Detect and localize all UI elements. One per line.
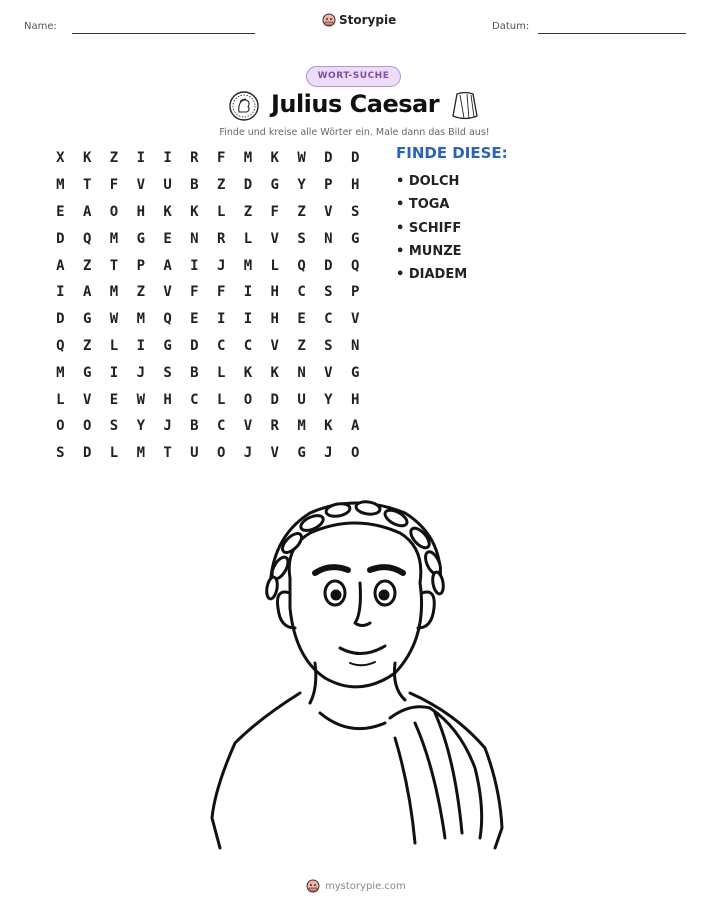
grid-letter[interactable]: E <box>163 230 172 247</box>
grid-letter[interactable]: O <box>216 445 226 462</box>
grid-letter[interactable]: R <box>270 418 279 435</box>
grid-letter[interactable]: B <box>190 364 199 381</box>
grid-letter[interactable]: G <box>297 445 306 462</box>
grid-letter[interactable]: P <box>350 284 360 301</box>
grid-letter[interactable]: H <box>163 391 172 408</box>
grid-letter[interactable]: I <box>136 337 145 354</box>
grid-letter[interactable]: O <box>350 445 360 462</box>
grid-letter[interactable]: N <box>190 230 199 247</box>
storypie-icon <box>306 879 320 893</box>
grid-letter[interactable]: S <box>163 364 172 381</box>
grid-row <box>47 199 369 226</box>
grid-row <box>47 172 369 199</box>
grid-letter[interactable]: A <box>56 257 65 274</box>
grid-letter[interactable]: J <box>136 364 145 381</box>
grid-letter[interactable]: Z <box>82 337 92 354</box>
grid-letter[interactable]: G <box>350 230 360 247</box>
grid-letter[interactable]: R <box>190 150 199 167</box>
grid-letter[interactable]: L <box>270 257 279 274</box>
grid-row <box>47 279 369 306</box>
grid-letter[interactable]: S <box>56 445 65 462</box>
grid-letter[interactable]: C <box>216 418 226 435</box>
grid-letter[interactable]: Z <box>109 150 119 167</box>
grid-letter[interactable]: K <box>324 418 333 435</box>
page-title: Julius Caesar <box>270 90 440 118</box>
word-item: • DOLCH <box>396 174 460 189</box>
grid-letter[interactable]: H <box>350 177 360 194</box>
grid-row <box>47 359 369 386</box>
grid-letter[interactable]: H <box>270 311 279 328</box>
letter-grid <box>47 145 369 467</box>
grid-letter[interactable]: S <box>324 337 333 354</box>
grid-letter[interactable]: S <box>324 284 333 301</box>
grid-letter[interactable]: V <box>270 445 279 462</box>
grid-letter[interactable]: I <box>56 284 65 301</box>
grid-row <box>47 145 369 172</box>
grid-letter[interactable]: D <box>243 177 253 194</box>
grid-letter[interactable]: D <box>82 445 92 462</box>
grid-letter[interactable]: D <box>56 311 65 328</box>
grid-letter[interactable]: L <box>109 445 119 462</box>
grid-letter[interactable]: I <box>163 150 172 167</box>
grid-letter[interactable]: L <box>216 364 226 381</box>
grid-letter[interactable]: M <box>136 311 145 328</box>
grid-letter[interactable]: G <box>350 364 360 381</box>
grid-letter[interactable]: V <box>270 230 279 247</box>
brand-name: Storypie <box>339 13 397 27</box>
grid-letter[interactable]: I <box>216 311 226 328</box>
date-line[interactable] <box>538 33 686 34</box>
grid-row <box>47 386 369 413</box>
grid-letter[interactable]: Y <box>297 177 306 194</box>
footer-url[interactable]: mystorypie.com <box>325 880 406 892</box>
grid-letter[interactable]: I <box>243 311 253 328</box>
grid-letter[interactable]: G <box>82 311 92 328</box>
grid-letter[interactable]: I <box>190 257 199 274</box>
name-label: Name: <box>24 21 57 32</box>
grid-letter[interactable]: Q <box>163 311 172 328</box>
grid-letter[interactable]: H <box>136 203 145 220</box>
grid-letter[interactable]: V <box>82 391 92 408</box>
grid-letter[interactable]: W <box>297 150 306 167</box>
brand-logo <box>322 13 396 27</box>
grid-letter[interactable]: F <box>216 150 226 167</box>
grid-letter[interactable]: O <box>243 391 253 408</box>
grid-row <box>47 440 369 467</box>
word-item: • MUNZE <box>396 243 462 259</box>
grid-letter[interactable]: Z <box>136 284 145 301</box>
grid-letter[interactable]: D <box>324 257 333 274</box>
grid-letter[interactable]: H <box>350 391 360 408</box>
toga-icon <box>450 90 480 122</box>
footer <box>306 879 406 893</box>
grid-letter[interactable]: C <box>243 337 253 354</box>
grid-letter[interactable]: E <box>297 311 306 328</box>
grid-letter[interactable]: K <box>82 150 92 167</box>
grid-letter[interactable]: T <box>82 177 92 194</box>
grid-letter[interactable]: C <box>297 284 306 301</box>
grid-row <box>47 252 369 279</box>
grid-letter[interactable]: Q <box>56 337 65 354</box>
grid-letter[interactable]: Y <box>324 391 333 408</box>
grid-letter[interactable]: M <box>136 445 145 462</box>
grid-letter[interactable]: M <box>56 177 65 194</box>
coin-icon <box>228 90 260 122</box>
grid-letter[interactable]: X <box>56 150 65 167</box>
word-list <box>396 170 467 286</box>
grid-letter[interactable]: U <box>190 445 199 462</box>
grid-letter[interactable]: Z <box>297 337 306 354</box>
grid-letter[interactable]: M <box>243 150 253 167</box>
grid-letter[interactable]: A <box>163 257 172 274</box>
grid-letter[interactable]: T <box>163 445 172 462</box>
grid-letter[interactable]: D <box>270 391 279 408</box>
grid-letter[interactable]: Z <box>297 203 306 220</box>
grid-letter[interactable]: N <box>324 230 333 247</box>
word-item: • SCHIFF <box>396 220 462 236</box>
category-badge: WORT-SUCHE <box>306 66 401 87</box>
grid-letter[interactable]: E <box>56 203 65 220</box>
grid-letter[interactable]: U <box>297 391 306 408</box>
word-list-title: FINDE DIESE: <box>396 144 508 162</box>
grid-letter[interactable]: P <box>324 177 333 194</box>
grid-letter[interactable]: B <box>190 418 199 435</box>
grid-letter[interactable]: G <box>270 177 279 194</box>
grid-letter[interactable]: Z <box>216 177 226 194</box>
storypie-icon <box>322 13 336 27</box>
grid-letter[interactable]: W <box>136 391 145 408</box>
grid-letter[interactable]: Q <box>350 257 360 274</box>
grid-letter[interactable]: C <box>216 337 226 354</box>
grid-letter[interactable]: R <box>216 230 226 247</box>
grid-letter[interactable]: C <box>324 311 333 328</box>
grid-letter[interactable]: G <box>136 230 145 247</box>
grid-letter[interactable]: B <box>190 177 199 194</box>
grid-letter[interactable]: M <box>297 418 306 435</box>
grid-letter[interactable]: V <box>136 177 145 194</box>
grid-letter[interactable]: A <box>82 284 92 301</box>
grid-letter[interactable]: V <box>270 337 279 354</box>
grid-letter[interactable]: Z <box>82 257 92 274</box>
grid-letter[interactable]: M <box>109 284 119 301</box>
julius-caesar-illustration <box>200 488 510 858</box>
grid-letter[interactable]: F <box>109 177 119 194</box>
grid-letter[interactable]: D <box>324 150 333 167</box>
grid-letter[interactable]: M <box>243 257 253 274</box>
grid-letter[interactable]: F <box>270 203 279 220</box>
grid-letter[interactable]: L <box>216 203 226 220</box>
grid-letter[interactable]: K <box>270 364 279 381</box>
grid-letter[interactable]: O <box>82 418 92 435</box>
grid-letter[interactable]: L <box>56 391 65 408</box>
grid-letter[interactable]: N <box>350 337 360 354</box>
grid-letter[interactable]: I <box>136 150 145 167</box>
grid-letter[interactable]: V <box>324 203 333 220</box>
grid-letter[interactable]: W <box>109 311 119 328</box>
name-line[interactable] <box>72 33 255 34</box>
instructions: Finde und kreise alle Wörter ein. Male dann das Bild aus! <box>219 127 490 138</box>
grid-letter[interactable]: J <box>216 257 226 274</box>
grid-letter[interactable]: L <box>109 337 119 354</box>
grid-letter[interactable]: I <box>109 364 119 381</box>
grid-letter[interactable]: F <box>190 284 199 301</box>
grid-letter[interactable]: O <box>56 418 65 435</box>
grid-letter[interactable]: M <box>56 364 65 381</box>
grid-letter[interactable]: K <box>163 203 172 220</box>
grid-letter[interactable]: O <box>109 203 119 220</box>
grid-letter[interactable]: J <box>163 418 172 435</box>
grid-letter[interactable]: D <box>190 337 199 354</box>
grid-row <box>47 333 369 360</box>
grid-row <box>47 413 369 440</box>
grid-letter[interactable]: V <box>163 284 172 301</box>
grid-letter[interactable]: Q <box>82 230 92 247</box>
grid-letter[interactable]: K <box>243 364 253 381</box>
grid-letter[interactable]: T <box>109 257 119 274</box>
grid-letter[interactable]: A <box>350 418 360 435</box>
word-item: • TOGA <box>396 197 450 213</box>
grid-letter[interactable]: P <box>136 257 145 274</box>
grid-letter[interactable]: S <box>350 203 360 220</box>
grid-letter[interactable]: Q <box>297 257 306 274</box>
grid-letter[interactable]: A <box>82 203 92 220</box>
grid-letter[interactable]: L <box>216 391 226 408</box>
grid-letter[interactable]: E <box>190 311 199 328</box>
grid-letter[interactable]: Y <box>136 418 145 435</box>
grid-row <box>47 225 369 252</box>
grid-letter[interactable]: V <box>350 311 360 328</box>
grid-letter[interactable]: K <box>270 150 279 167</box>
grid-letter[interactable]: V <box>324 364 333 381</box>
grid-letter[interactable]: S <box>109 418 119 435</box>
grid-letter[interactable]: S <box>297 230 306 247</box>
grid-letter[interactable]: N <box>297 364 306 381</box>
grid-letter[interactable]: C <box>190 391 199 408</box>
grid-letter[interactable]: H <box>270 284 279 301</box>
grid-letter[interactable]: E <box>109 391 119 408</box>
date-label: Datum: <box>492 21 530 32</box>
grid-letter[interactable]: D <box>56 230 65 247</box>
grid-letter[interactable]: I <box>243 284 253 301</box>
grid-letter[interactable]: V <box>243 418 253 435</box>
grid-letter[interactable]: U <box>163 177 172 194</box>
word-item: • DIADEM <box>396 267 468 283</box>
grid-letter[interactable]: D <box>350 150 360 167</box>
grid-letter[interactable]: L <box>243 230 253 247</box>
grid-letter[interactable]: K <box>190 203 199 220</box>
grid-letter[interactable]: J <box>324 445 333 462</box>
grid-letter[interactable]: J <box>243 445 253 462</box>
grid-row <box>47 306 369 333</box>
grid-letter[interactable]: F <box>216 284 226 301</box>
grid-letter[interactable]: G <box>82 364 92 381</box>
grid-letter[interactable]: Z <box>243 203 253 220</box>
grid-letter[interactable]: G <box>163 337 172 354</box>
grid-letter[interactable]: M <box>109 230 119 247</box>
